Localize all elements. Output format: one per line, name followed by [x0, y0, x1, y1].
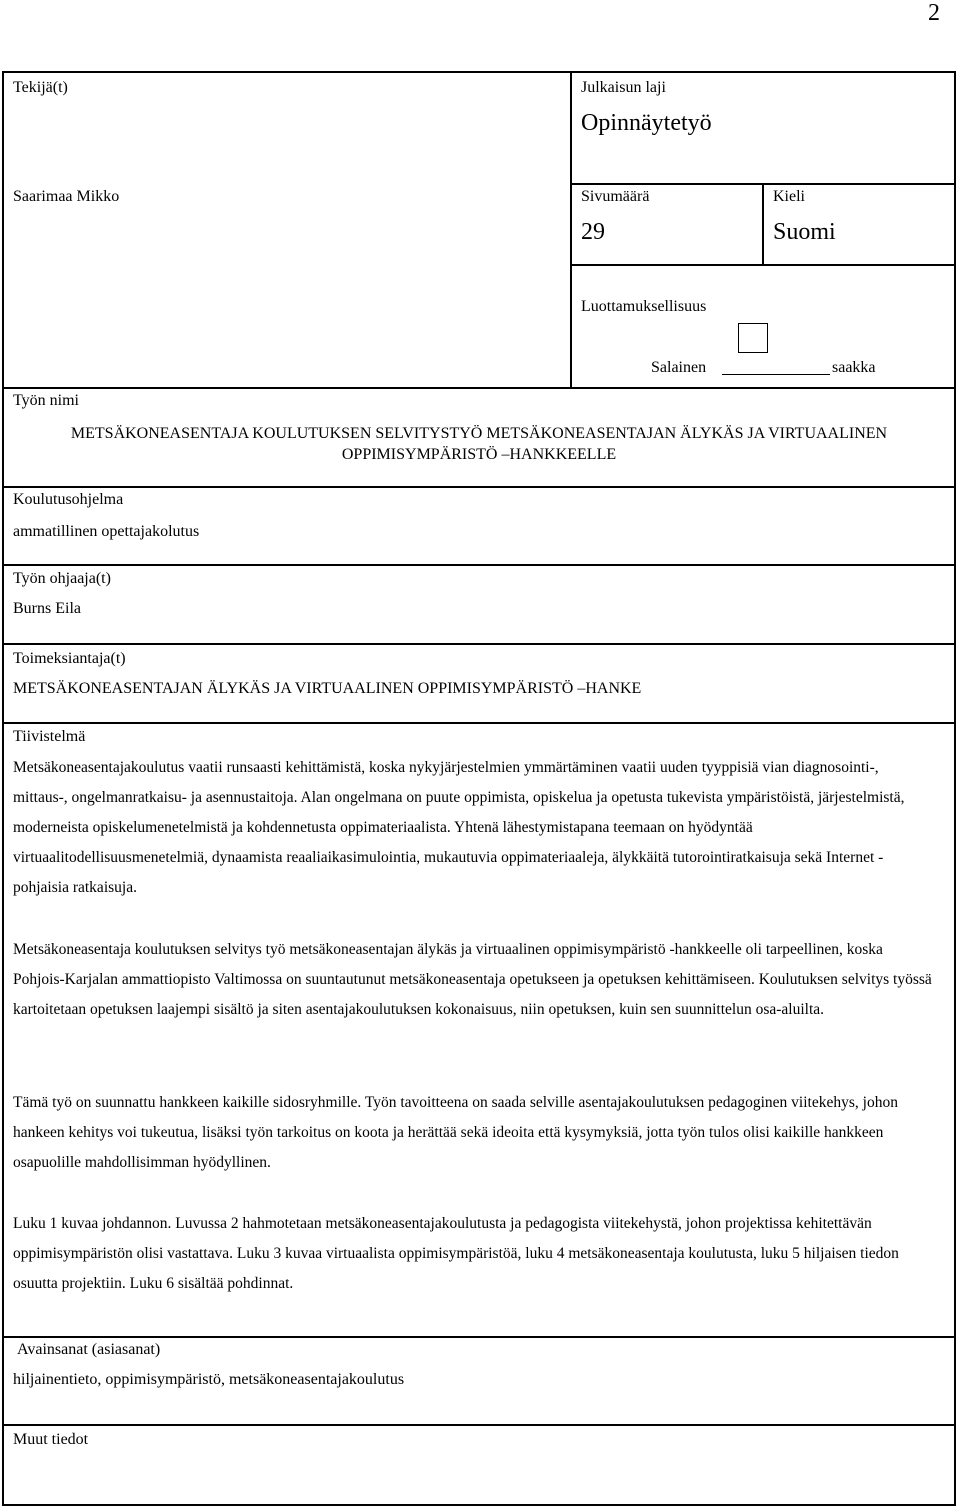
other-info-label: Muut tiedot — [13, 1431, 89, 1448]
supervisor-label: Työn ohjaaja(t) — [13, 570, 111, 587]
page-count-label: Sivumäärä — [581, 188, 650, 205]
supervisor-value: Burns Eila — [13, 600, 81, 617]
abstract-label: Tiivistelmä — [13, 728, 86, 745]
abstract-text-2: Metsäkoneasentaja koulutuksen selvitys työ metsäkoneasentajan älykäs ja virtuaalinen oppimisympäristö -hankkeelle oli tarpeellinen, koska Pohjois-Karjalan ammattiopisto Valtimossa on suuntautunut metsäkoneasentaja opetukseen ja opetuksen kehittämiseen. Koulutuksen selvitys työssä kartoitetaan opetuksen laajempi sisältö ja siten asentajakoulutuksen kokonaisuus, niin opetuksen, kuin sen suunnittelun osa-aluilta. — [13, 941, 932, 1018]
author-value: Saarimaa Mikko — [13, 188, 120, 205]
abstract-paragraph-4 — [13, 1209, 934, 1299]
other-info-top-line — [4, 1424, 954, 1426]
publication-type-value: Opinnäytetyö — [581, 110, 712, 136]
keywords-top-line — [4, 1336, 954, 1338]
secret-until-line — [722, 374, 830, 375]
abstract-paragraph-3 — [13, 1088, 934, 1178]
commissioner-label: Toimeksiantaja(t) — [13, 650, 126, 667]
publication-type-label: Julkaisun laji — [581, 79, 666, 96]
author-label: Tekijä(t) — [13, 79, 68, 96]
keywords-value: hiljainentieto, oppimisympäristö, metsäkoneasentajakoulutus — [13, 1371, 405, 1388]
supervisor-top-line — [4, 564, 954, 566]
commissioner-value: METSÄKONEASENTAJAN ÄLYKÄS JA VIRTUAALINEN OPPIMISYMPÄRISTÖ –HANKE — [13, 680, 642, 697]
commissioner-top-line — [4, 643, 954, 645]
description-form — [2, 71, 956, 1506]
secret-label: Salainen — [651, 359, 707, 376]
abstract-paragraph-1 — [13, 753, 934, 903]
pagecount-divider — [570, 264, 954, 266]
keywords-label: Avainsanat (asiasanat) — [17, 1341, 161, 1358]
page-count-value: 29 — [581, 219, 605, 245]
language-label: Kieli — [773, 188, 805, 205]
title-line-1: METSÄKONEASENTAJA KOULUTUKSEN SELVITYSTYÖ METSÄKONEASENTAJAN ÄLYKÄS JA VIRTUAALINEN — [70, 425, 888, 442]
until-label: saakka — [832, 359, 876, 376]
title-top-line — [4, 387, 954, 389]
abstract-text-1: Metsäkoneasentajakoulutus vaatii runsaasti kehittämistä, koska nykyjärjestelmien ymmärtäminen vaatii uuden tyyppisiä vian diagnosointi-, mittaus-, ongelmanratkaisu- ja asennustaitoja. Alan ongelmana on puute oppimista, opiskelua ja opetusta tukevista ympäristöistä, järjestelmistä, moderneista opiskelumenetelmistä ja kohdennetusta oppimateriaalista. Yhtenä lähestymistapana teemaan on hyödyntää virtuaalitodellisuusmenetelmiä, dynaamista reaaliaikasimulointia, mukautuvia oppimateriaaleja, älykkäitä tutorointiratkaisuja sekä Internet -pohjaisia ratkaisuja. — [13, 759, 905, 896]
abstract-text-4: Luku 1 kuvaa johdannon. Luvussa 2 hahmotetaan metsäkoneasentajakoulutusta ja pedagogista viitekehystä, johon projektissa kehitettävän oppimisympäristön olisi vastattava. Luku 3 kuvaa virtuaalista oppimisympäristöä, luku 4 metsäkoneasentaja koulutusta, luku 5 hiljaisen tiedon osuutta projektiin. Luku 6 sisältää pohdinnat. — [13, 1215, 899, 1292]
program-label: Koulutusohjelma — [13, 491, 124, 508]
abstract-top-line — [4, 722, 954, 724]
abstract-paragraph-2 — [13, 935, 934, 1025]
secret-checkbox[interactable] — [738, 323, 768, 353]
title-label: Työn nimi — [13, 392, 79, 409]
page-number: 2 — [928, 0, 940, 26]
program-top-line — [4, 486, 954, 488]
language-value: Suomi — [773, 219, 836, 245]
top-divider — [570, 73, 572, 388]
program-value: ammatillinen opettajakolutus — [13, 523, 200, 540]
title-line-2: OPPIMISYMPÄRISTÖ –HANKKEELLE — [341, 446, 617, 463]
pagecount-language-divider — [762, 183, 764, 265]
abstract-text-3: Tämä työ on suunnattu hankkeen kaikille sidosryhmille. Työn tavoitteena on saada selville asentajakoulutuksen pedagoginen viitekehys, johon hankeen kehitys voi tukeutua, lisäksi työn tarkoitus on koota ja herättää sekä ideoita että kysymyksiä, jotta työn tulos olisi kaikille hankkeen osapuolille mahdollisimman hyödyllinen. — [13, 1094, 898, 1171]
confidentiality-label: Luottamuksellisuus — [581, 298, 707, 315]
